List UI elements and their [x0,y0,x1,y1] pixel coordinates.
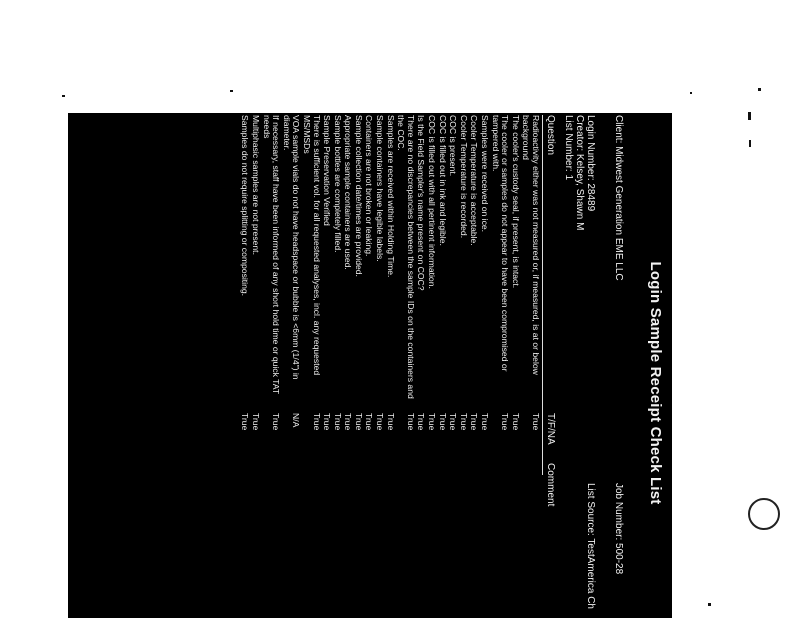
answer-value: True [385,413,396,431]
question-text: The cooler's custody seal, if present, is intact. [510,115,521,289]
answer-value: True [480,413,491,431]
checklist-row [250,115,260,618]
answer-value: True [531,413,541,431]
answer-value: True [437,413,448,431]
answer-value: True [500,413,511,431]
checklist-row [448,115,458,618]
answer-value: True [250,413,261,431]
question-text: Sample Preservation Verified [322,115,333,226]
checklist-row [437,115,447,618]
job-number: Job Number: 500-28 [613,483,624,575]
column-header-comment: Comment [545,463,556,507]
scan-speck [758,88,761,91]
list-source: List Source: TestAmerica Ch [585,483,596,609]
checklist-row [385,115,395,618]
question-text: COC is filled out in ink and legible. [437,115,448,246]
header-divider [542,115,543,475]
answer-value: True [458,413,469,431]
document-block [68,113,672,618]
rotated-checklist [68,113,672,618]
answer-value: True [343,413,354,431]
scan-speck [749,140,751,147]
creator: Creator: Kelsey, Shawn M [574,115,585,231]
column-header-answer: T/F/NA [545,413,556,445]
checklist-row [301,115,320,618]
question-text: Sample containers have legible labels. [375,115,386,262]
question-text: Cooler Temperature is recorded. [458,115,469,239]
answer-value: True [311,413,322,431]
checklist-row [261,115,280,618]
column-header-question: Question [545,115,556,156]
checklist-row [240,115,250,618]
question-text: Cooler Temperature is acceptable. [469,115,480,246]
question-text: Sample bottles are completely filled. [332,115,343,253]
answer-value: True [322,413,333,431]
question-text: If necessary, staff have been informed of any short hold time or quick TAT needs [261,115,282,394]
question-text: VOA sample vials do not have headspace or bubble is <6mm (1/4") in diameter. [281,115,302,380]
answer-value: True [364,413,375,431]
answer-value: N/A [291,413,302,428]
checklist-row [343,115,353,618]
punch-hole-circle [748,498,780,530]
checklist-row [322,115,332,618]
question-text: Containers are not broken or leaking. [364,115,375,257]
answer-value: True [427,413,438,431]
question-text: Samples do not require splitting or compositing. [240,115,251,297]
scan-speck [230,90,233,92]
checklist-row [510,115,520,618]
list-number: List Number: 1 [563,115,574,181]
scan-speck [748,112,751,120]
question-text: Is the Field Sampler's name present on COC? [416,115,427,291]
question-text: Samples are received within Holding Time. [385,115,396,278]
scan-speck [62,95,65,97]
client-label: Client: Midwest Generation EME LLC [613,115,624,281]
checklist-row [458,115,468,618]
checklist-row [521,115,540,618]
checklist-row [364,115,374,618]
checklist-row [479,115,489,618]
checklist-row [416,115,426,618]
question-text: Sample collection date/times are provided. [353,115,364,277]
question-list [239,115,540,618]
answer-value: True [405,413,416,431]
question-text: There are no discrepancies between the sample IDs on the containers and the COC. [396,115,416,399]
question-text: Radioactivity either was not measured or, if measured, is at or below background [521,115,541,375]
checklist-row [353,115,363,618]
checklist-row [469,115,479,618]
question-text: COC is present. [448,115,459,177]
checklist-row [490,115,509,618]
checklist-row [396,115,415,618]
answer-value: True [510,413,521,431]
checklist-row [426,115,436,618]
question-text: Multiphasic samples are not present. [250,115,261,255]
answer-value: True [353,413,364,431]
question-text: Appropriate sample containers are used. [343,115,354,270]
answer-value: True [375,413,386,431]
question-text: COC is filled out with all pertinent information. [427,115,438,289]
checklist-row [332,115,342,618]
answer-value: True [416,413,427,431]
answer-value: True [271,413,282,431]
answer-value: True [448,413,459,431]
answer-value: True [332,413,343,431]
answer-value: True [240,413,251,431]
login-number: Login Number: 28489 [585,115,596,212]
checklist-row [375,115,385,618]
checklist-row [281,115,300,618]
question-text: Samples were received on ice. [480,115,491,233]
page-title: Login Sample Receipt Check List [647,261,664,505]
question-text: There is sufficient vol. for all requested analyses, incl. any requested MS/MSDs [301,115,322,376]
scan-speck [690,92,692,94]
question-text: The cooler or samples do not appear to have been compromised or tampered with. [490,115,511,372]
answer-value: True [469,413,480,431]
scan-speck [708,603,711,606]
